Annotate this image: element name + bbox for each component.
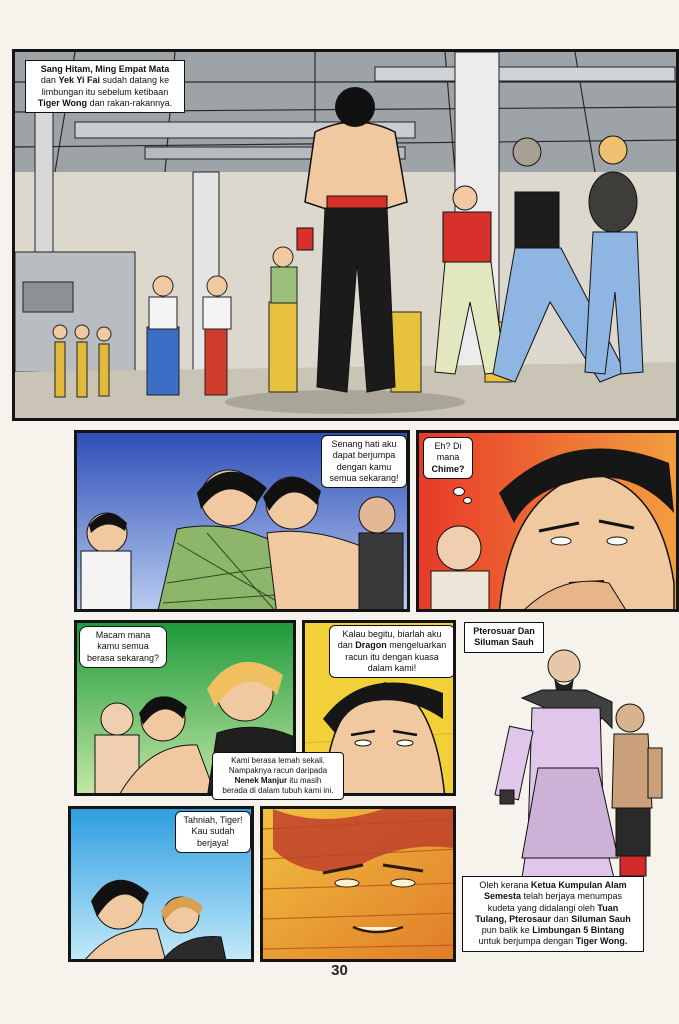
speech-bubble: Tahniah, Tiger! Kau sudah berjaya!: [175, 811, 251, 853]
narration-caption: Sang Hitam, Ming Empat Mata dan Yek Yi Fai sudah datang ke limbungan itu sebelum ketibaan Tiger Wong dan rakan-rakannya.: [25, 60, 185, 113]
thought-dot: [453, 487, 465, 496]
panel-greeting: [74, 430, 410, 612]
speech-bubble: Eh? Di mana Chime?: [423, 437, 473, 479]
panel-warehouse: [12, 49, 679, 421]
panel-congrats: [68, 806, 254, 962]
panel-angry-face: [260, 806, 456, 962]
page-number: 30: [331, 962, 348, 979]
narration-caption: Oleh kerana Ketua Kumpulan Alam Semesta telah berjaya menumpas kudeta yang didalangi oleh Tuan Tulang, Pterosaur dan Siluman Sauh pun balik ke Limbungan 5 Bintang untuk berjumpa dengan Tiger Wong.: [462, 876, 644, 952]
thought-dot: [463, 497, 472, 504]
speech-bubble: Kalau begitu, biarlah aku dan Dragon mengeluarkan racun itu dengan kuasa dalam kami!: [329, 625, 455, 678]
speech-bubble: Macam mana kamu semua berasa sekarang?: [79, 626, 167, 668]
panel-pterosaur: [462, 618, 679, 963]
panel-title-caption: Pterosuar Dan Siluman Sauh: [464, 622, 544, 653]
panel-where-chime: [416, 430, 679, 612]
speech-bubble: Senang hati aku dapat berjumpa dengan kamu semua sekarang!: [321, 435, 407, 488]
speech-bubble: Kami berasa lemah sekali. Nampaknya racun daripada Nenek Manjur itu masih berada di dalam tubuh kami ini.: [212, 752, 344, 800]
angry-face-scene: [263, 809, 456, 962]
